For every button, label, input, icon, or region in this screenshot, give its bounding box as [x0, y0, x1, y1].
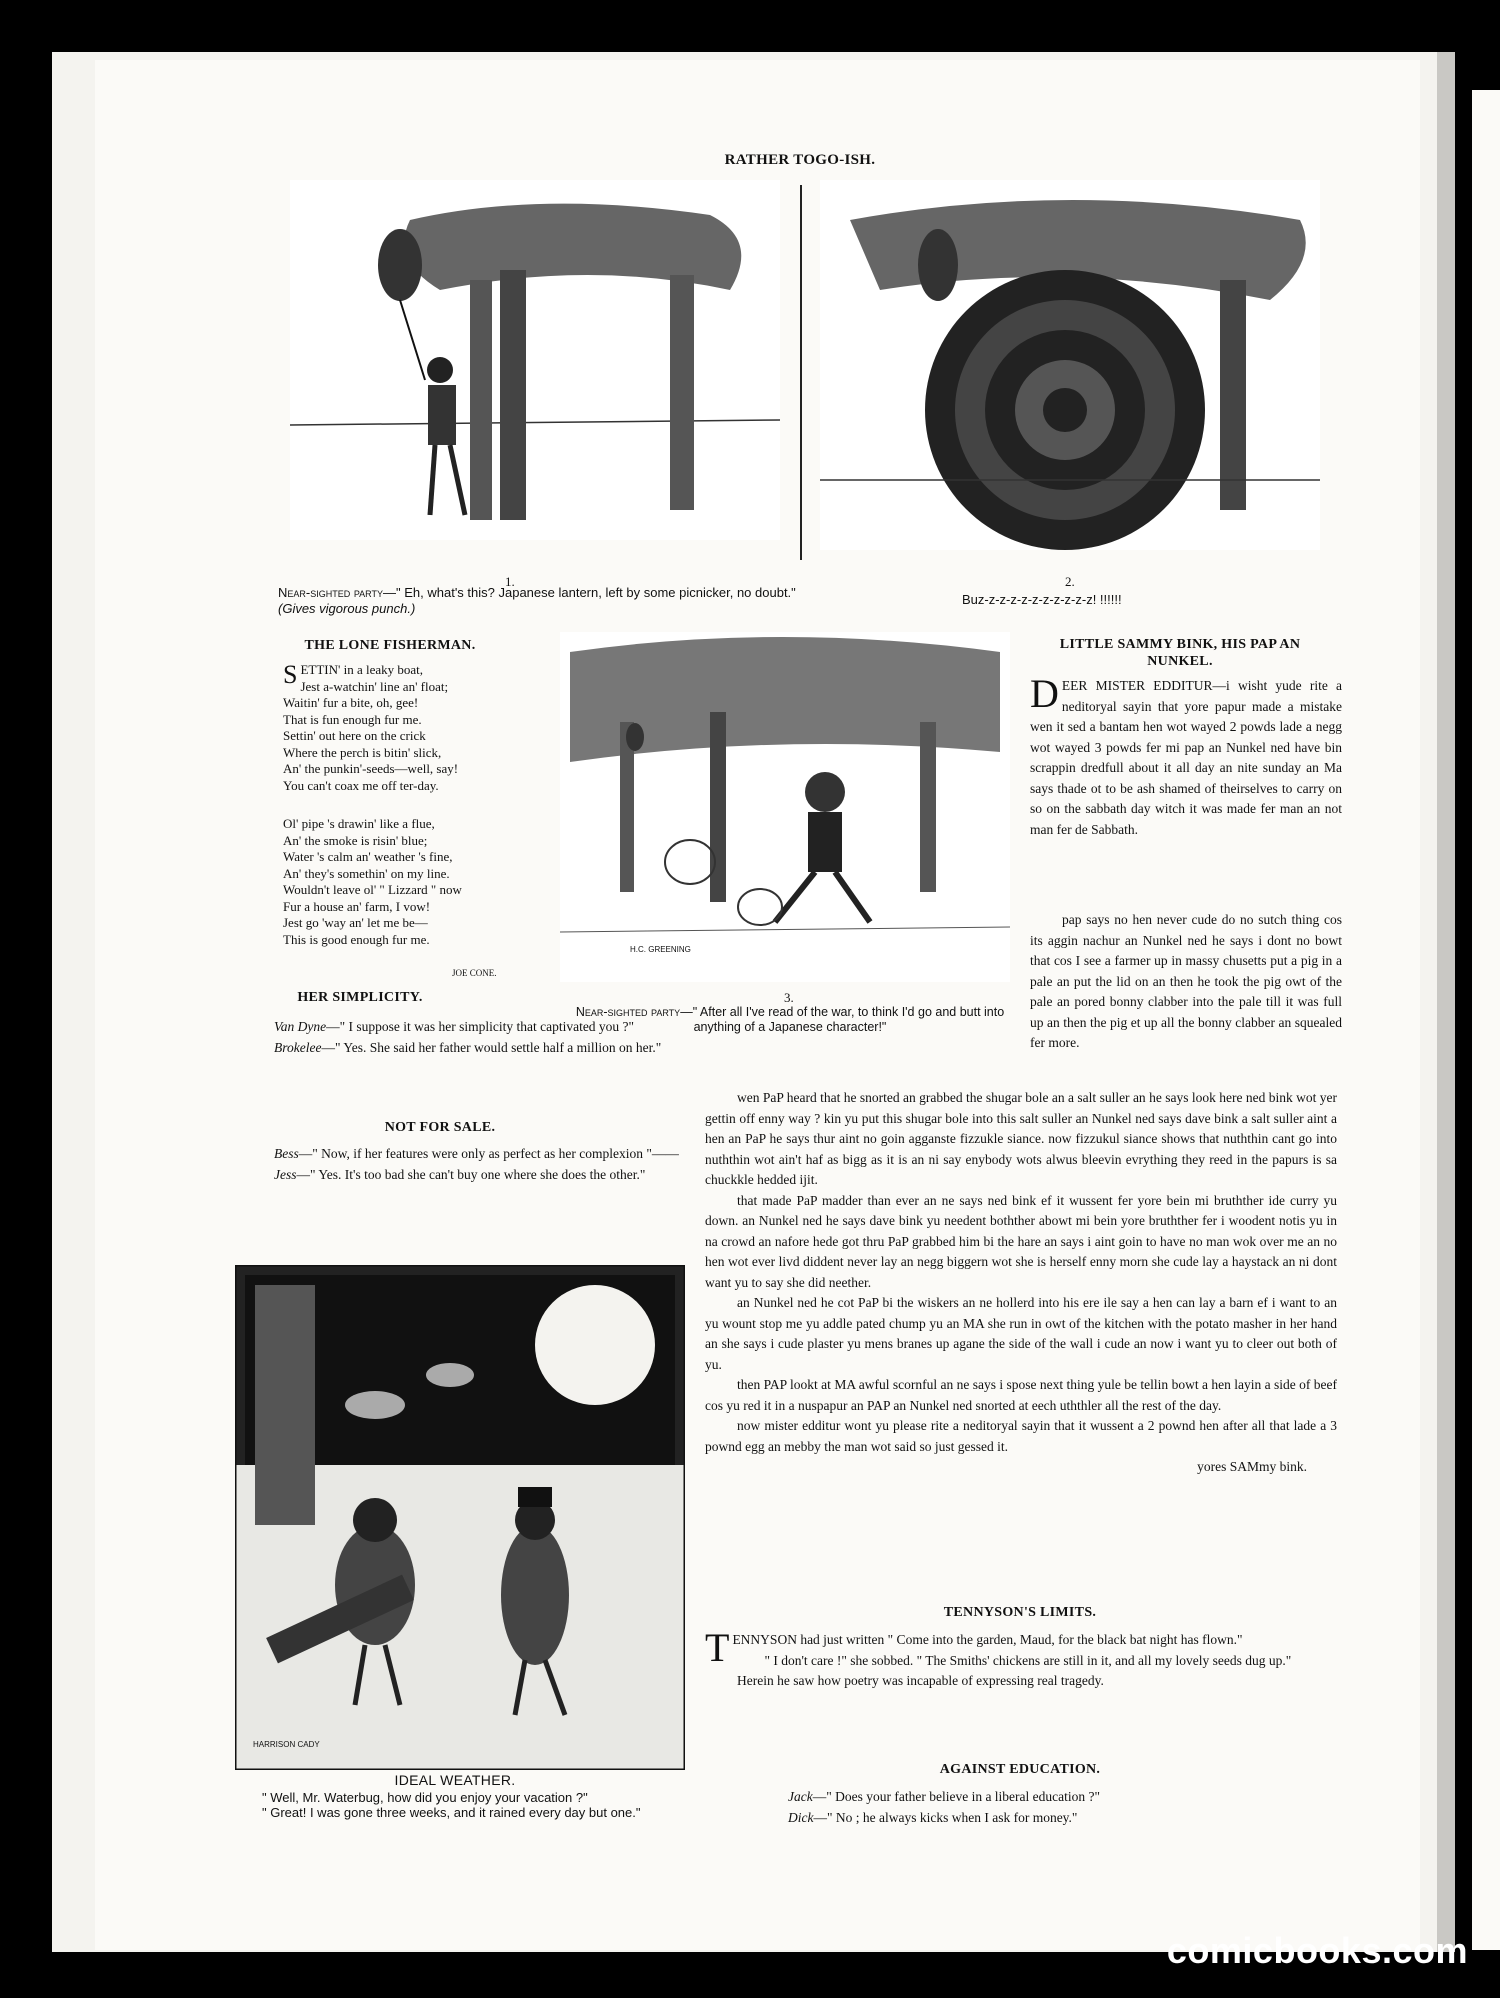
speaker: Jess — [274, 1167, 297, 1182]
sammy-bink-para-5: an Nunkel ned he cot PaP bi the wiskers an ne hollerd into his ere ile say a hen can lay a barn ef i want to an yu wount stop me yu addle pated chump yu an MA she run in owt of the kitchen with the potato masher in her hand an she says i cude plaster yu mens branes up agane the side of the wall i cude an now i want yu to cleer out both of yu. — [705, 1295, 1337, 1372]
caption-3-speaker: Near-sighted party — [575, 1005, 681, 1019]
cartoon-ideal-weather — [235, 1265, 685, 1770]
sammy-bink-para-2 — [1030, 910, 1342, 1054]
speaker: Dick — [788, 1809, 814, 1825]
sammy-bink-para-1-text: EER MISTER EDDITUR—i wisht yude rite a neditoryal sayin that yore papur made a mistake wen it sed a bantam hen wot wayed 2 powds lade a negg wot wayed 3 powds fer mi pap an Nunkel ned have bin scrappin dredfull about it all day an nite sunday an Ma says thade ot to be ash shamed of theirselves to carry on so on the sabbath day witch it was made fer man an not man fer de Sabbath. — [1030, 678, 1342, 837]
her-simplicity-line-1 — [240, 1016, 685, 1037]
sammy-bink-signoff: yores SAMmy bink. — [1197, 1459, 1307, 1474]
cartoon-panel-1 — [290, 180, 780, 540]
ideal-weather-line-2: " Great! I was gone three weeks, and it rained every day but one." — [262, 1805, 641, 1820]
sammy-bink-para-2-text: pap says no hen never cude do no sutch thing cos its aggin nachur an Nunkel ned he says i dont no bowt that cos I see a farmer up in massy chusetts put a pig in a pale an put the lid on an then he took the pig owt of the pale an pored bonny clabber into the pale till it was full up an then the pig et up all the bonny clabber an squealed fer more. — [1030, 912, 1342, 1050]
tennyson-para-2: " I don't care !" she sobbed. " The Smiths' chickens are still in it, and all my lovely seeds dug up." — [764, 1652, 1292, 1668]
speaker: Van Dyne — [274, 1019, 327, 1034]
dialog-text: —" No ; he always kicks when I ask for money." — [813, 1809, 1078, 1825]
dialog-text: —" I suppose it was her simplicity that captivated you ?" — [326, 1019, 635, 1034]
cartoon-panel-1-illustration — [290, 180, 780, 540]
against-education-body — [788, 1787, 1338, 1828]
not-for-sale-line-2 — [240, 1164, 685, 1185]
sammy-bink-body — [705, 1088, 1337, 1478]
sammy-bink-para-1 — [1030, 671, 1342, 840]
not-for-sale-line-1 — [240, 1143, 685, 1164]
tennyson-para-3: Herein he saw how poetry was incapable of expressing real tragedy. — [737, 1673, 1104, 1688]
facing-page-edge — [1472, 90, 1500, 1950]
cartoon-panel-3 — [560, 632, 1010, 982]
sammy-bink-para-4: that made PaP madder than ever an ne says ned bink ef it wussent fer yore bein mi bruthther ide curry yu down. an Nunkel ned he says dave bink yu needent bothther abowt mi bein yore bruthther fer i woodent notis yu in na crowd an nafore hede got thru PaP grabbed him bi the hare an says i aint goin to have no man wok over me an no hen wot ever livd diddent never lay an negg biggern wot she is herself enny morn she cude lay a haystack an ni dont want yu to say she did neether. — [705, 1192, 1337, 1290]
against-education-line-2 — [788, 1808, 1338, 1829]
speaker: Brokelee — [274, 1040, 322, 1055]
tennyson-body — [705, 1625, 1337, 1692]
ideal-weather-caption — [232, 1790, 682, 1820]
cartoon-panel-3-illustration — [560, 632, 1010, 982]
against-education-title: AGAINST EDUCATION. — [939, 1762, 1101, 1777]
tennyson-dropcap: T — [705, 1625, 730, 1670]
her-simplicity-body — [240, 1016, 685, 1058]
cartoon-3-signature: H.C. GREENING — [630, 945, 691, 954]
lone-fisherman-author: JOE CONE. — [452, 968, 497, 978]
cartoon-number-1: 1. — [505, 574, 515, 589]
dialog-text: —" Yes. It's too bad she can't buy one where she does the other." — [296, 1167, 646, 1182]
watermark: comicbooks.com — [1166, 1930, 1468, 1971]
cartoon-number-2: 2. — [1065, 574, 1075, 589]
ideal-weather-illustration — [235, 1265, 685, 1770]
lone-fisherman-stanza-1 — [283, 662, 543, 794]
ideal-weather-line-1: " Well, Mr. Waterbug, how did you enjoy your vacation ?" — [262, 1790, 588, 1805]
cartoon-panel-2-illustration — [820, 180, 1320, 550]
ideal-weather-signature: HARRISON CADY — [253, 1740, 320, 1749]
tennyson-para-1-text: ENNYSON had just written " Come into the garden, Maud, for the black bat night has flown." — [732, 1632, 1243, 1647]
tennyson-title: TENNYSON'S LIMITS. — [943, 1605, 1097, 1620]
lone-fisherman-stanza-2: Ol' pipe 's drawin' like a flue, An' the smoke is risin' blue; Water 's calm an' weather 's fine, An' they's somethin' on my line. Wouldn't leave ol' " Lizzard " now Fur a house an' farm, I vow! Jest go 'way an' let me be— This is good enough fur me. — [283, 816, 462, 947]
speaker: Jack — [788, 1789, 813, 1804]
her-simplicity-line-2 — [240, 1037, 685, 1058]
cartoon-caption-2: Buz-z-z-z-z-z-z-z-z-z-z! !!!!!! — [962, 592, 1122, 607]
caption-1-speaker: Near-sighted party — [278, 585, 384, 600]
lone-fisherman-stanza-1-text: ETTIN' in a leaky boat, Jest a-watchin' line an' float; Waitin' fur a bite, oh, gee! That is fun enough fur me. Settin' out here on the crick Where the perch is bitin' slick, An' the punkin'-seeds—well, say! You can't coax me off ter-day. — [283, 662, 459, 793]
lone-fisherman-dropcap: S — [283, 660, 298, 689]
against-education-line-1 — [788, 1787, 1338, 1808]
her-simplicity-title: HER SIMPLICITY. — [297, 990, 423, 1005]
sammy-bink-title: LITTLE SAMMY BINK, HIS PAP AN NUNKEL. — [1059, 637, 1301, 669]
cartoon-caption-1 — [278, 585, 798, 617]
dialog-text: —" Now, if her features were only as perfect as her complexion "—— — [298, 1146, 679, 1161]
page-title: RATHER TOGO-ISH. — [724, 152, 876, 168]
cartoon-number-3: 3. — [784, 990, 794, 1005]
lone-fisherman-title: THE LONE FISHERMAN. — [304, 638, 476, 653]
caption-1-text: —" Eh, what's this? Japanese lantern, left by some picnicker, no doubt." — [383, 585, 796, 600]
cartoon-panel-2 — [820, 180, 1320, 550]
sammy-bink-para-7: now mister edditur wont yu please rite a neditoryal sayin that it wussent a 2 pownd hen after all that lade a 3 pownd egg an mebby the man wot said so just gessed it. — [705, 1418, 1337, 1454]
not-for-sale-body — [240, 1143, 685, 1185]
caption-1-stage-direction: (Gives vigorous punch.) — [278, 601, 416, 616]
not-for-sale-title: NOT FOR SALE. — [384, 1120, 496, 1135]
sammy-bink-dropcap: D — [1030, 671, 1059, 716]
caption-3-text: —" After all I've read of the war, to think I'd go and butt into anything of a Japanese character!" — [680, 1005, 1005, 1034]
sammy-bink-para-3: wen PaP heard that he snorted an grabbed the shugar bole an a salt suller an he says look here ned bink wot yer gettin off enny way ? kin yu put this shugar bole into this salt suller an Nunkel ned says dave bink a salt suller aint a hen an PaP he says thur aint no goin agganste fizzukle siance. now fizzukul siance shows that nuththin cant go into nuththin wot ain't haf as bigg as it is an ni say enybody wots alwus bleevin evrything they reed in the papurs is sa chuckkle hedded ijit. — [705, 1090, 1337, 1187]
panel-divider — [800, 185, 802, 560]
page-gutter — [1437, 52, 1455, 1952]
sammy-bink-para-6: then PAP lookt at MA awful scornful an ne says i spose next thing yule be tellin bowt a hen layin a side of beef cos yu red it in a nuspapur an PAP an Nunkel ned snorted at eech uththler all the rest of the day. — [705, 1377, 1337, 1413]
dialog-text: —" Does your father believe in a liberal education ?" — [812, 1789, 1101, 1804]
speaker: Bess — [274, 1146, 299, 1161]
ideal-weather-title: IDEAL WEATHER. — [394, 1772, 516, 1788]
dialog-text: —" Yes. She said her father would settle half a million on her." — [321, 1040, 662, 1055]
